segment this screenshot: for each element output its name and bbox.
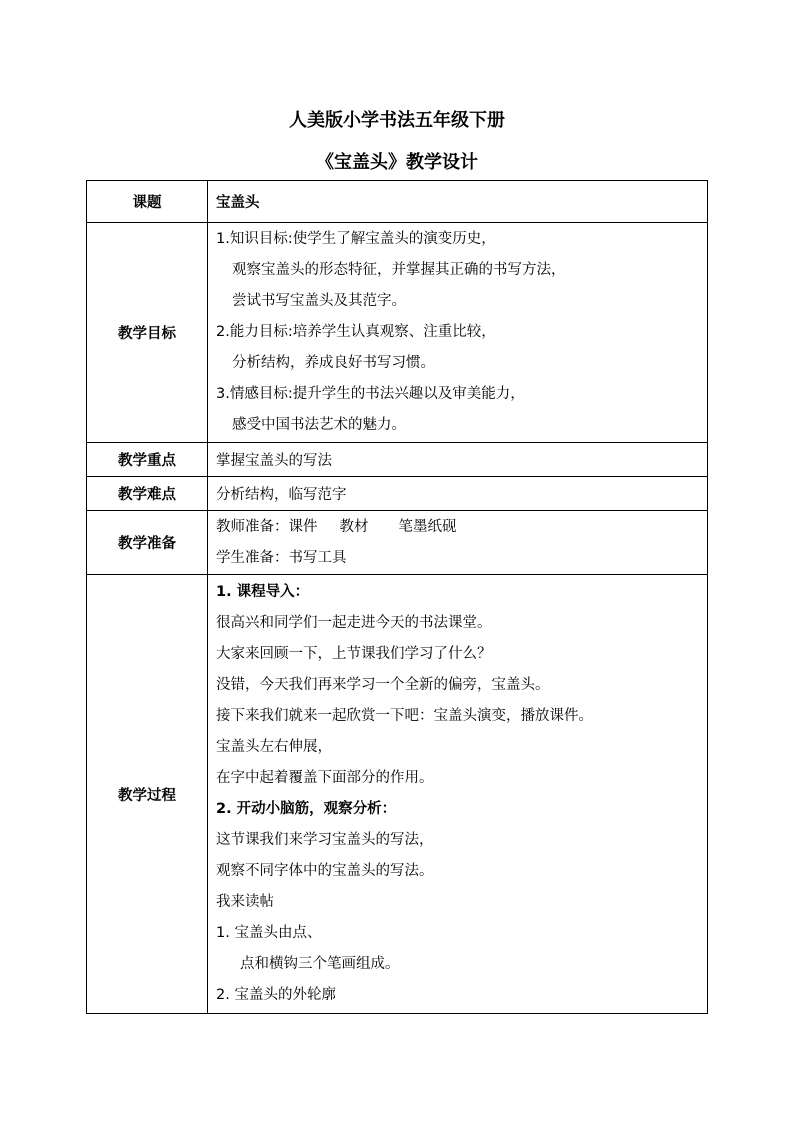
goal-line: 感受中国书法艺术的魅力。	[232, 417, 406, 433]
row-topic	[87, 181, 708, 223]
goal-line: 3.情感目标:提升学生的书法兴趣以及审美能力，	[216, 386, 525, 402]
label-difficulties: 教学难点	[87, 477, 208, 511]
teacher-preparation	[216, 512, 707, 543]
label-process: 教学过程	[87, 575, 208, 1014]
teacher-item: 教材	[339, 518, 369, 535]
process-line: 在字中起着覆盖下面部分的作用。	[216, 770, 434, 786]
value-difficulties: 分析结构，临写范字	[208, 477, 708, 511]
process-line: 很高兴和同学们一起走进今天的书法课堂。	[216, 615, 492, 631]
row-process	[87, 575, 708, 1014]
student-preparation: 学生准备：书写工具	[216, 549, 347, 566]
value-preparation	[208, 511, 708, 575]
process-line: 1. 课程导入：	[216, 584, 310, 600]
process-line: 接下来我们就来一起欣赏一下吧：宝盖头演变，播放课件。	[216, 708, 593, 724]
value-process	[208, 575, 708, 1014]
goal-line: 尝试书写宝盖头及其范字。	[232, 293, 406, 309]
goal-line: 1.知识目标:使学生了解宝盖头的演变历史，	[216, 231, 496, 247]
process-line: 没错，今天我们再来学习一个全新的偏旁，宝盖头。	[216, 677, 550, 693]
teacher-prefix: 教师准备：	[216, 518, 289, 535]
goal-line: 2.能力目标:培养学生认真观察、注重比较，	[216, 324, 496, 340]
row-goals	[87, 223, 708, 443]
goal-line: 观察宝盖头的形态特征，并掌握其正确的书写方法，	[232, 262, 566, 278]
value-topic: 宝盖头	[208, 181, 708, 223]
process-line: 观察不同字体中的宝盖头的写法。	[216, 863, 434, 879]
value-goals	[208, 223, 708, 443]
label-preparation: 教学准备	[87, 511, 208, 575]
process-line: 1. 宝盖头由点、	[216, 925, 322, 941]
row-key-points	[87, 443, 708, 477]
process-line: 点和横钩三个笔画组成。	[240, 956, 400, 972]
lesson-plan-table	[86, 180, 708, 1014]
process-line: 宝盖头左右伸展，	[216, 739, 332, 755]
goal-line: 分析结构，养成良好书写习惯。	[232, 355, 435, 371]
process-line: 大家来回顾一下，上节课我们学习了什么？	[216, 646, 492, 662]
row-preparation	[87, 511, 708, 575]
label-key-points: 教学重点	[87, 443, 208, 477]
process-line: 2. 开动小脑筋，观察分析：	[216, 801, 397, 817]
row-difficulties	[87, 477, 708, 511]
teacher-item: 笔墨纸砚	[398, 518, 457, 535]
process-line: 我来读帖	[216, 894, 274, 910]
document-subtitle: 《宝盖头》教学设计	[316, 152, 478, 173]
label-topic: 课题	[87, 181, 208, 223]
value-key-points: 掌握宝盖头的写法	[208, 443, 708, 477]
process-line: 2. 宝盖头的外轮廓	[216, 987, 336, 1003]
teacher-item: 课件	[288, 518, 318, 535]
document-title: 人美版小学书法五年级下册	[289, 110, 505, 131]
label-goals: 教学目标	[87, 223, 208, 443]
process-line: 这节课我们来学习宝盖头的写法，	[216, 832, 434, 848]
